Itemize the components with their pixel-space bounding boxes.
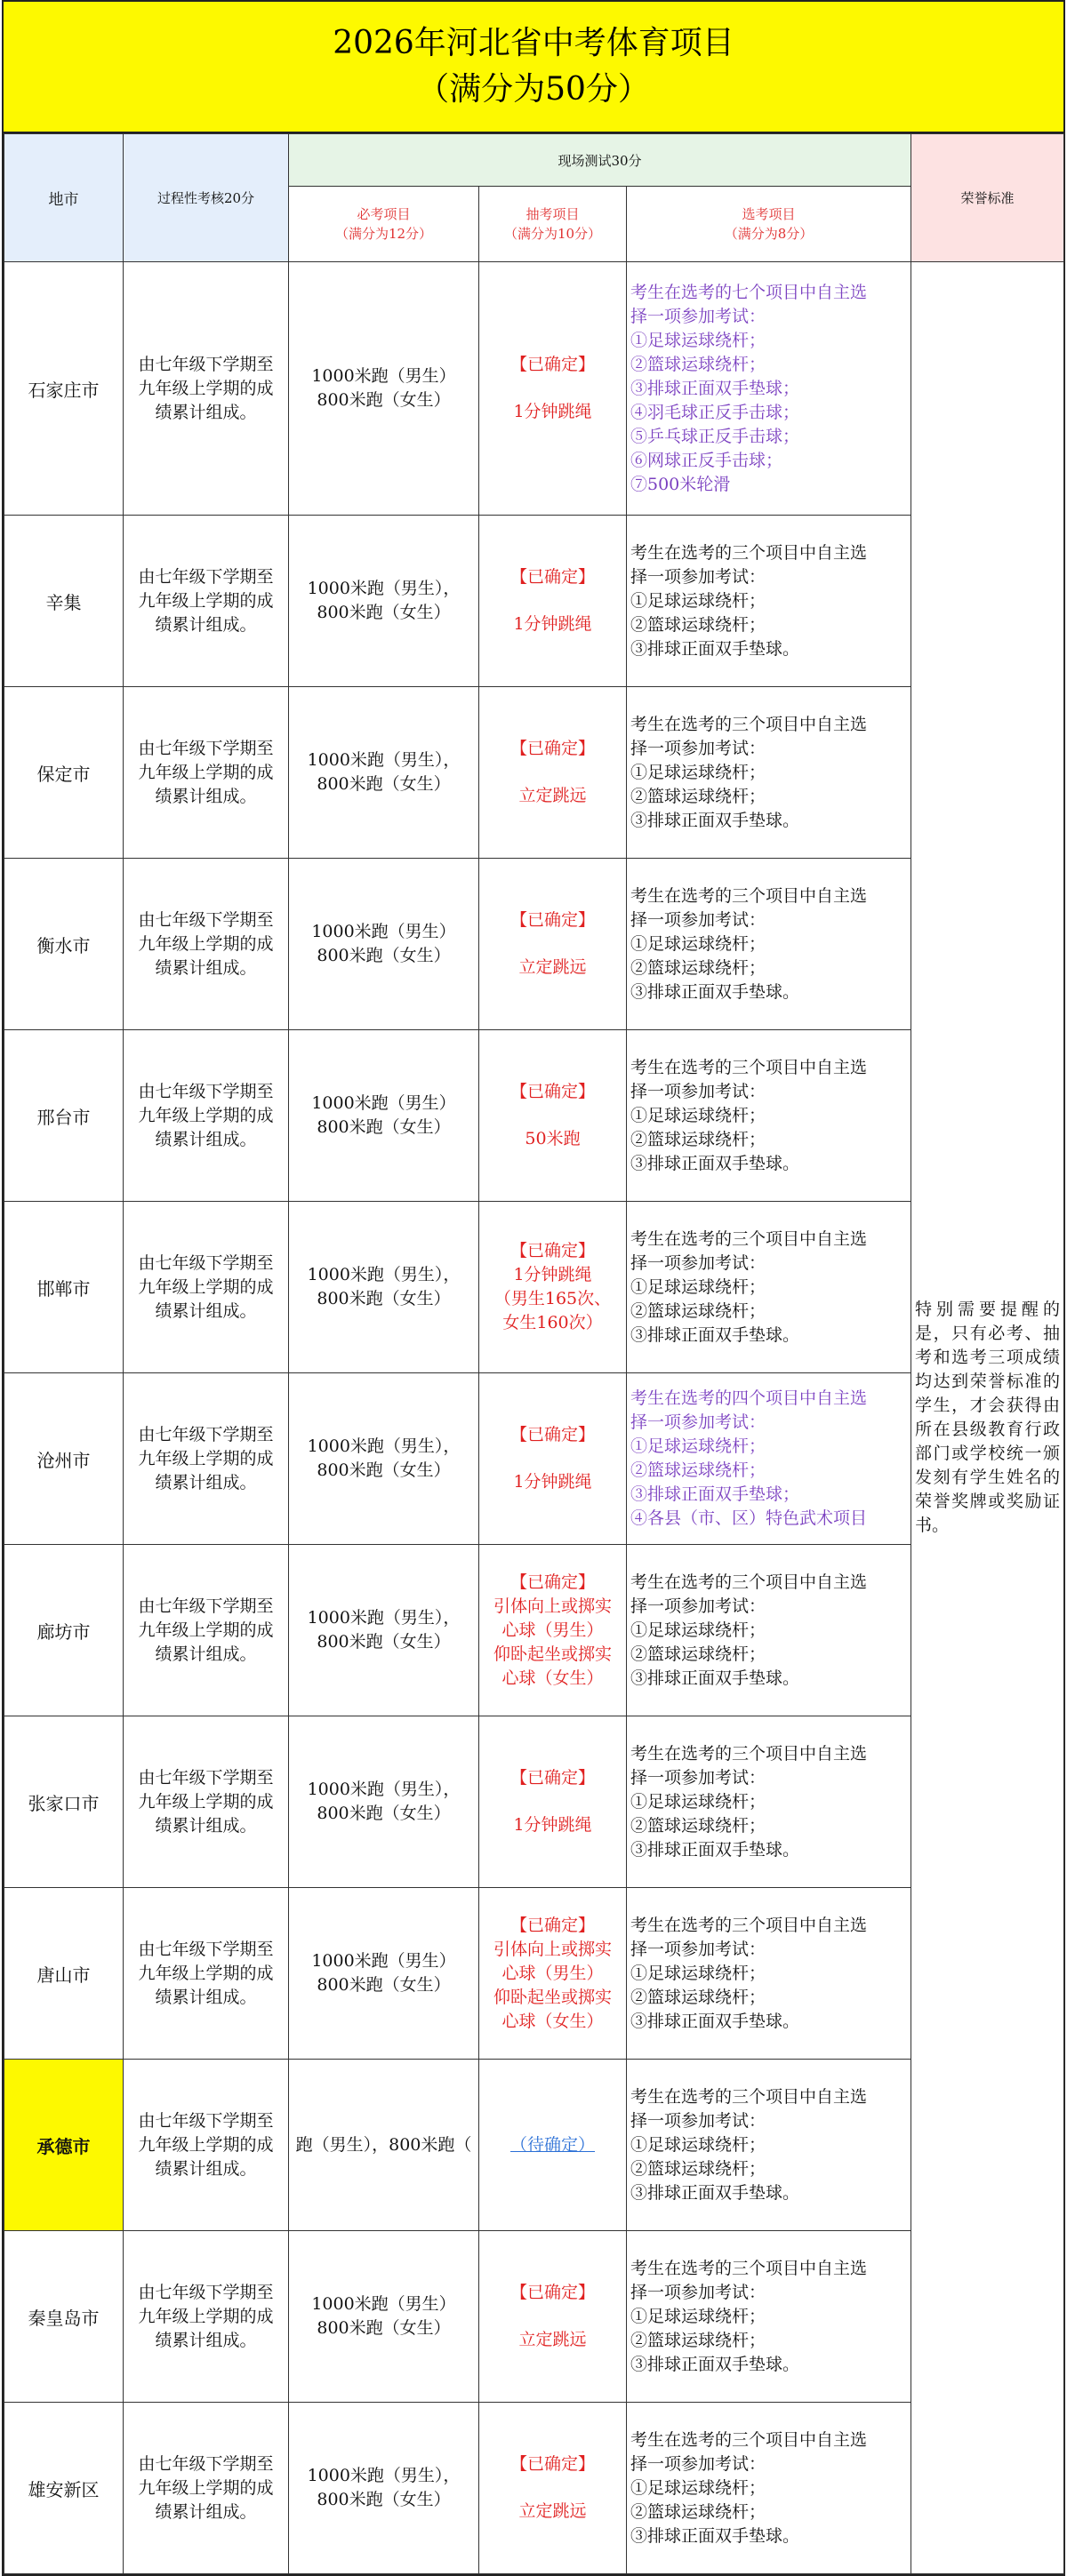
- optional-cell: [627, 1202, 911, 1373]
- optional-cell: [627, 1030, 911, 1202]
- optional-line: ①足球运球绕杆；: [630, 590, 766, 611]
- lottery-status: 【已确定】: [509, 1572, 595, 1592]
- optional-line: ①足球运球绕杆；: [630, 1105, 766, 1125]
- city-cell: 石家庄市: [4, 262, 124, 516]
- required-line: 1000米跑（男生），: [307, 1780, 461, 1799]
- lottery-line: 心球（男生）: [501, 1963, 604, 1983]
- optional-cell: [627, 2231, 911, 2403]
- lottery-status: 【已确定】: [509, 1425, 595, 1444]
- lottery-cell: [479, 1716, 627, 1888]
- required-cell: [289, 2060, 479, 2231]
- optional-line: ①足球运球绕杆；: [630, 330, 766, 350]
- required-line: 800米跑（女生）: [317, 1289, 451, 1308]
- process-line: 绩累计组成。: [155, 1472, 257, 1492]
- optional-cell: [627, 1716, 911, 1888]
- process-line: 由七年级下学期至: [138, 354, 274, 374]
- optional-line: ③排球正面双手垫球。: [630, 1153, 800, 1173]
- lottery-cell: [479, 2403, 627, 2574]
- lottery-line: 立定跳远: [518, 2330, 587, 2349]
- lottery-status: 【已确定】: [509, 1768, 595, 1788]
- optional-line: ②篮球运球绕杆；: [630, 1460, 766, 1480]
- optional-line: 择一项参加考试：: [630, 1939, 766, 1959]
- lottery-line: 1分钟跳绳: [513, 614, 592, 634]
- optional-line: ①足球运球绕杆；: [630, 933, 766, 954]
- process-cell: [124, 1545, 289, 1716]
- lottery-pending-link[interactable]: （待确定）: [509, 2134, 595, 2155]
- lottery-line: 50米跑: [525, 1129, 581, 1148]
- required-line: 800米跑（女生）: [317, 1460, 451, 1480]
- optional-line: ②篮球运球绕杆；: [630, 614, 766, 635]
- optional-line: 考生在选考的三个项目中自主选: [630, 1915, 868, 1935]
- header-lottery: [479, 187, 627, 262]
- optional-line: 择一项参加考试：: [630, 1252, 766, 1273]
- optional-cell: [627, 859, 911, 1030]
- process-line: 由七年级下学期至: [138, 1252, 274, 1273]
- process-line: 绩累计组成。: [155, 957, 257, 978]
- optional-cell: [627, 1545, 911, 1716]
- lottery-spacer: [479, 761, 626, 784]
- process-line: 九年级上学期的成: [138, 1963, 274, 1983]
- optional-line: 考生在选考的三个项目中自主选: [630, 542, 868, 563]
- required-line: 1000米跑（男生），: [307, 750, 461, 770]
- lottery-cell: [479, 687, 627, 859]
- required-line: 1000米跑（男生），: [307, 1436, 461, 1456]
- page-title: [4, 2, 1063, 133]
- optional-line: ③排球正面双手垫球。: [630, 2182, 800, 2203]
- process-cell: [124, 262, 289, 516]
- process-line: 绩累计组成。: [155, 786, 257, 806]
- required-line: 800米跑（女生）: [317, 2490, 451, 2509]
- optional-line: ②篮球运球绕杆；: [630, 2330, 766, 2350]
- process-line: 绩累计组成。: [155, 2501, 257, 2522]
- optional-line: ②篮球运球绕杆；: [630, 1815, 766, 1836]
- lottery-spacer: [479, 932, 626, 956]
- process-line: 绩累计组成。: [155, 1987, 257, 2007]
- lottery-cell: [479, 262, 627, 516]
- lottery-line: 立定跳远: [518, 2501, 587, 2521]
- lottery-cell: [479, 516, 627, 687]
- table-row: [4, 2231, 1064, 2403]
- process-line: 由七年级下学期至: [138, 738, 274, 758]
- process-line: 九年级上学期的成: [138, 762, 274, 782]
- required-cell: [289, 2231, 479, 2403]
- process-cell: [124, 1716, 289, 1888]
- lottery-cell: [479, 2060, 627, 2231]
- lottery-line: 1分钟跳绳: [513, 1265, 592, 1284]
- optional-line: ③排球正面双手垫球；: [630, 1484, 800, 1504]
- optional-line: 择一项参加考试：: [630, 1596, 766, 1616]
- optional-line: 考生在选考的三个项目中自主选: [630, 1743, 868, 1764]
- optional-line: ③排球正面双手垫球。: [630, 1324, 800, 1345]
- optional-line: 择一项参加考试：: [630, 566, 766, 587]
- city-cell: 邢台市: [4, 1030, 124, 1202]
- process-line: 绩累计组成。: [155, 1129, 257, 1149]
- optional-cell: [627, 1373, 911, 1545]
- process-line: 九年级上学期的成: [138, 2477, 274, 2498]
- table-row: [4, 1202, 1064, 1373]
- lottery-spacer: [479, 1104, 626, 1127]
- lottery-line: 女生160次）: [502, 1313, 603, 1332]
- honor-cell: 特别需要提醒的是，只有必考、抽考和选考三项成绩均达到荣誉标准的学生，才会获得由所在县级教育行政部门或学校统一颁发刻有学生姓名的荣誉奖牌或奖励证书。: [911, 262, 1064, 2574]
- process-cell: [124, 516, 289, 687]
- lottery-cell: [479, 1202, 627, 1373]
- required-line: 800米跑（女生）: [317, 390, 451, 410]
- process-line: 绩累计组成。: [155, 614, 257, 635]
- process-cell: [124, 1202, 289, 1373]
- city-cell: 承德市: [4, 2060, 124, 2231]
- city-cell: 邯郸市: [4, 1202, 124, 1373]
- title-line-2: （满分为50分）: [417, 71, 650, 108]
- required-line: 1000米跑（男生），: [307, 1265, 461, 1284]
- optional-line: ①足球运球绕杆；: [630, 762, 766, 782]
- header-required: [289, 187, 479, 262]
- optional-line: 择一项参加考试：: [630, 2110, 766, 2131]
- optional-line: ②篮球运球绕杆；: [630, 786, 766, 806]
- lottery-line: （男生165次、: [493, 1289, 612, 1308]
- table-row: [4, 1545, 1064, 1716]
- optional-line: 考生在选考的三个项目中自主选: [630, 1572, 868, 1592]
- process-line: 九年级上学期的成: [138, 1620, 274, 1640]
- optional-line: 择一项参加考试：: [630, 2282, 766, 2302]
- required-line: 800米跑（女生）: [317, 946, 451, 965]
- lottery-spacer: [479, 589, 626, 612]
- optional-line: ①足球运球绕杆；: [630, 1791, 766, 1812]
- lottery-cell: [479, 1030, 627, 1202]
- city-cell: 张家口市: [4, 1716, 124, 1888]
- required-cell: [289, 1888, 479, 2060]
- city-cell: 唐山市: [4, 1888, 124, 2060]
- optional-line: 考生在选考的三个项目中自主选: [630, 2429, 868, 2450]
- city-cell: 沧州市: [4, 1373, 124, 1545]
- optional-line: ②篮球运球绕杆；: [630, 1987, 766, 2007]
- optional-line: 考生在选考的三个项目中自主选: [630, 885, 868, 906]
- process-line: 由七年级下学期至: [138, 2110, 274, 2131]
- process-line: 九年级上学期的成: [138, 1448, 274, 1468]
- required-line: 1000米跑（男生），: [307, 579, 461, 598]
- optional-cell: [627, 1888, 911, 2060]
- process-line: 九年级上学期的成: [138, 2306, 274, 2326]
- lottery-line: 心球（男生）: [501, 1620, 604, 1640]
- lottery-spacer: [479, 2305, 626, 2328]
- city-cell: 雄安新区: [4, 2403, 124, 2574]
- optional-line: ①足球运球绕杆；: [630, 2134, 766, 2155]
- lottery-spacer: [479, 2476, 626, 2500]
- optional-line: ②篮球运球绕杆；: [630, 2158, 766, 2179]
- lottery-cell: [479, 1373, 627, 1545]
- header-optional: [627, 187, 911, 262]
- required-line: 800米跑（女生）: [317, 1117, 451, 1137]
- header-live: 现场测试30分: [289, 134, 911, 187]
- optional-line: ③排球正面双手垫球。: [630, 810, 800, 830]
- process-cell: [124, 1373, 289, 1545]
- city-cell: 保定市: [4, 687, 124, 859]
- lottery-cell: [479, 1888, 627, 2060]
- lottery-line: 立定跳远: [518, 957, 587, 977]
- optional-line: ②篮球运球绕杆；: [630, 957, 766, 978]
- city-cell: 衡水市: [4, 859, 124, 1030]
- optional-line: 择一项参加考试：: [630, 1081, 766, 1101]
- process-line: 由七年级下学期至: [138, 566, 274, 587]
- required-cell: [289, 1030, 479, 1202]
- optional-line: ③排球正面双手垫球。: [630, 2354, 800, 2374]
- optional-line: ②篮球运球绕杆；: [630, 2501, 766, 2522]
- optional-cell: [627, 2403, 911, 2574]
- required-line: 1000米跑（男生），: [307, 1608, 461, 1628]
- lottery-status: 【已确定】: [509, 739, 595, 758]
- optional-line: ⑤乒乓球正反手击球；: [630, 426, 800, 446]
- required-cell: [289, 1716, 479, 1888]
- required-line: 1000米跑（男生），: [307, 2466, 461, 2485]
- optional-line: ⑦500米轮滑: [630, 474, 731, 494]
- optional-line: ③排球正面双手垫球。: [630, 638, 800, 659]
- lottery-line: 仰卧起坐或掷实: [493, 1987, 612, 2007]
- process-line: 九年级上学期的成: [138, 2134, 274, 2155]
- exam-table: [4, 133, 1064, 2574]
- required-line: 1000米跑（男生）: [311, 1951, 456, 1971]
- process-line: 绩累计组成。: [155, 2158, 257, 2179]
- process-line: 九年级上学期的成: [138, 1276, 274, 1297]
- optional-line: ①足球运球绕杆；: [630, 2306, 766, 2326]
- optional-line: ②篮球运球绕杆；: [630, 1300, 766, 1321]
- header-lottery-label: 抽考项目: [525, 206, 580, 222]
- optional-line: 考生在选考的三个项目中自主选: [630, 1228, 868, 1249]
- lottery-line: 1分钟跳绳: [513, 402, 592, 421]
- lottery-status: 【已确定】: [509, 355, 595, 374]
- process-line: 绩累计组成。: [155, 402, 257, 422]
- optional-line: ②篮球运球绕杆；: [630, 354, 766, 374]
- process-line: 由七年级下学期至: [138, 1424, 274, 1444]
- optional-line: 考生在选考的三个项目中自主选: [630, 2258, 868, 2278]
- optional-line: 考生在选考的七个项目中自主选: [630, 282, 868, 302]
- table-row: [4, 859, 1064, 1030]
- optional-line: 择一项参加考试：: [630, 1412, 766, 1432]
- lottery-spacer: [479, 1790, 626, 1813]
- lottery-line: 引体向上或掷实: [493, 1596, 612, 1616]
- table-row: [4, 2403, 1064, 2574]
- required-cell: [289, 516, 479, 687]
- process-line: 绩累计组成。: [155, 2330, 257, 2350]
- process-line: 九年级上学期的成: [138, 933, 274, 954]
- required-cell: [289, 1373, 479, 1545]
- required-line: 1000米跑（男生）: [311, 366, 456, 386]
- optional-line: ③排球正面双手垫球。: [630, 1668, 800, 1688]
- lottery-spacer: [479, 377, 626, 400]
- process-line: 九年级上学期的成: [138, 1791, 274, 1812]
- optional-line: 择一项参加考试：: [630, 1767, 766, 1788]
- optional-line: 择一项参加考试：: [630, 738, 766, 758]
- lottery-status: 【已确定】: [509, 2283, 595, 2302]
- optional-cell: [627, 516, 911, 687]
- required-line: 800米跑（女生）: [317, 603, 451, 622]
- table-row: [4, 1716, 1064, 1888]
- lottery-status: 【已确定】: [509, 1915, 595, 1935]
- optional-line: ④各县（市、区）特色武术项目: [630, 1508, 868, 1528]
- table-row: [4, 1373, 1064, 1545]
- required-cell: [289, 262, 479, 516]
- table-body: [4, 262, 1064, 2574]
- process-line: 九年级上学期的成: [138, 1105, 274, 1125]
- required-cell: [289, 687, 479, 859]
- optional-line: ③排球正面双手垫球。: [630, 2525, 800, 2546]
- title-line-1: 2026年河北省中考体育项目: [333, 25, 734, 61]
- lottery-cell: [479, 1545, 627, 1716]
- process-cell: [124, 2231, 289, 2403]
- lottery-status: 【已确定】: [509, 910, 595, 930]
- optional-cell: [627, 2060, 911, 2231]
- optional-line: ④羽毛球正反手击球；: [630, 402, 800, 422]
- required-line: 800米跑（女生）: [317, 774, 451, 794]
- process-line: 由七年级下学期至: [138, 1081, 274, 1101]
- lottery-cell: [479, 2231, 627, 2403]
- optional-line: ⑥网球正反手击球；: [630, 450, 783, 470]
- header-process: 过程性考核20分: [124, 134, 289, 262]
- optional-line: ②篮球运球绕杆；: [630, 1644, 766, 1664]
- process-line: 绩累计组成。: [155, 1300, 257, 1321]
- city-cell: 秦皇岛市: [4, 2231, 124, 2403]
- lottery-status: 【已确定】: [509, 1082, 595, 1101]
- optional-line: 考生在选考的三个项目中自主选: [630, 714, 868, 734]
- required-cell: [289, 2403, 479, 2574]
- process-line: 绩累计组成。: [155, 1815, 257, 1836]
- optional-line: 考生在选考的四个项目中自主选: [630, 1388, 868, 1408]
- required-cell: [289, 1202, 479, 1373]
- required-line: 1000米跑（男生）: [311, 2294, 456, 2314]
- lottery-status: 【已确定】: [509, 1241, 595, 1260]
- required-line: 1000米跑（男生）: [311, 922, 456, 941]
- process-line: 由七年级下学期至: [138, 909, 274, 930]
- optional-line: ①足球运球绕杆；: [630, 1276, 766, 1297]
- optional-line: 考生在选考的三个项目中自主选: [630, 1057, 868, 1077]
- table-row: [4, 262, 1064, 516]
- optional-cell: [627, 687, 911, 859]
- lottery-line: 1分钟跳绳: [513, 1815, 592, 1835]
- process-line: 由七年级下学期至: [138, 1767, 274, 1788]
- process-cell: [124, 1030, 289, 1202]
- process-line: 九年级上学期的成: [138, 378, 274, 398]
- lottery-line: 心球（女生）: [501, 2011, 604, 2031]
- lottery-status: 【已确定】: [509, 567, 595, 587]
- lottery-line: 立定跳远: [518, 786, 587, 805]
- process-line: 由七年级下学期至: [138, 1939, 274, 1959]
- header-city: 地市: [4, 134, 124, 262]
- optional-line: 择一项参加考试：: [630, 2453, 766, 2474]
- required-line: 跑（男生），800米跑（: [295, 2134, 472, 2155]
- exam-table-sheet: [2, 0, 1065, 2576]
- header-lottery-score: （满分为10分）: [503, 226, 602, 242]
- process-line: 由七年级下学期至: [138, 2453, 274, 2474]
- required-cell: [289, 1545, 479, 1716]
- city-cell: 辛集: [4, 516, 124, 687]
- optional-line: ②篮球运球绕杆；: [630, 1129, 766, 1149]
- optional-line: ①足球运球绕杆；: [630, 2477, 766, 2498]
- lottery-status: 【已确定】: [509, 2454, 595, 2474]
- optional-cell: [627, 262, 911, 516]
- city-cell: 廊坊市: [4, 1545, 124, 1716]
- optional-line: ③排球正面双手垫球。: [630, 2011, 800, 2031]
- optional-line: 考生在选考的三个项目中自主选: [630, 2086, 868, 2107]
- optional-line: ③排球正面双手垫球。: [630, 981, 800, 1002]
- process-cell: [124, 2060, 289, 2231]
- optional-line: ①足球运球绕杆；: [630, 1963, 766, 1983]
- lottery-line: 心球（女生）: [501, 1668, 604, 1688]
- optional-line: 择一项参加考试：: [630, 306, 766, 326]
- lottery-line: 仰卧起坐或掷实: [493, 1644, 612, 1664]
- table-row: [4, 1030, 1064, 1202]
- optional-line: ③排球正面双手垫球；: [630, 378, 800, 398]
- required-line: 800米跑（女生）: [317, 1632, 451, 1652]
- process-line: 绩累计组成。: [155, 1644, 257, 1664]
- lottery-line: 引体向上或掷实: [493, 1939, 612, 1959]
- table-row: [4, 1888, 1064, 2060]
- header-optional-score: （满分为8分）: [724, 226, 814, 242]
- optional-line: ①足球运球绕杆；: [630, 1620, 766, 1640]
- process-cell: [124, 1888, 289, 2060]
- process-cell: [124, 2403, 289, 2574]
- required-line: 800米跑（女生）: [317, 2318, 451, 2338]
- process-line: 由七年级下学期至: [138, 2282, 274, 2302]
- header-optional-label: 选考项目: [742, 206, 796, 222]
- process-cell: [124, 859, 289, 1030]
- header-honor: 荣誉标准: [911, 134, 1064, 262]
- required-line: 1000米跑（男生）: [311, 1093, 456, 1113]
- process-line: 九年级上学期的成: [138, 590, 274, 611]
- process-cell: [124, 687, 289, 859]
- table-row: [4, 2060, 1064, 2231]
- required-cell: [289, 859, 479, 1030]
- table-row: [4, 687, 1064, 859]
- required-line: 800米跑（女生）: [317, 1975, 451, 1995]
- optional-line: ③排球正面双手垫球。: [630, 1839, 800, 1860]
- header-required-label: 必考项目: [357, 206, 411, 222]
- optional-line: 择一项参加考试：: [630, 909, 766, 930]
- required-line: 800米跑（女生）: [317, 1804, 451, 1823]
- optional-line: ①足球运球绕杆；: [630, 1436, 766, 1456]
- lottery-spacer: [479, 1447, 626, 1470]
- process-line: 由七年级下学期至: [138, 1596, 274, 1616]
- lottery-line: 1分钟跳绳: [513, 1472, 592, 1492]
- table-row: [4, 516, 1064, 687]
- header-required-score: （满分为12分）: [334, 226, 433, 242]
- lottery-cell: [479, 859, 627, 1030]
